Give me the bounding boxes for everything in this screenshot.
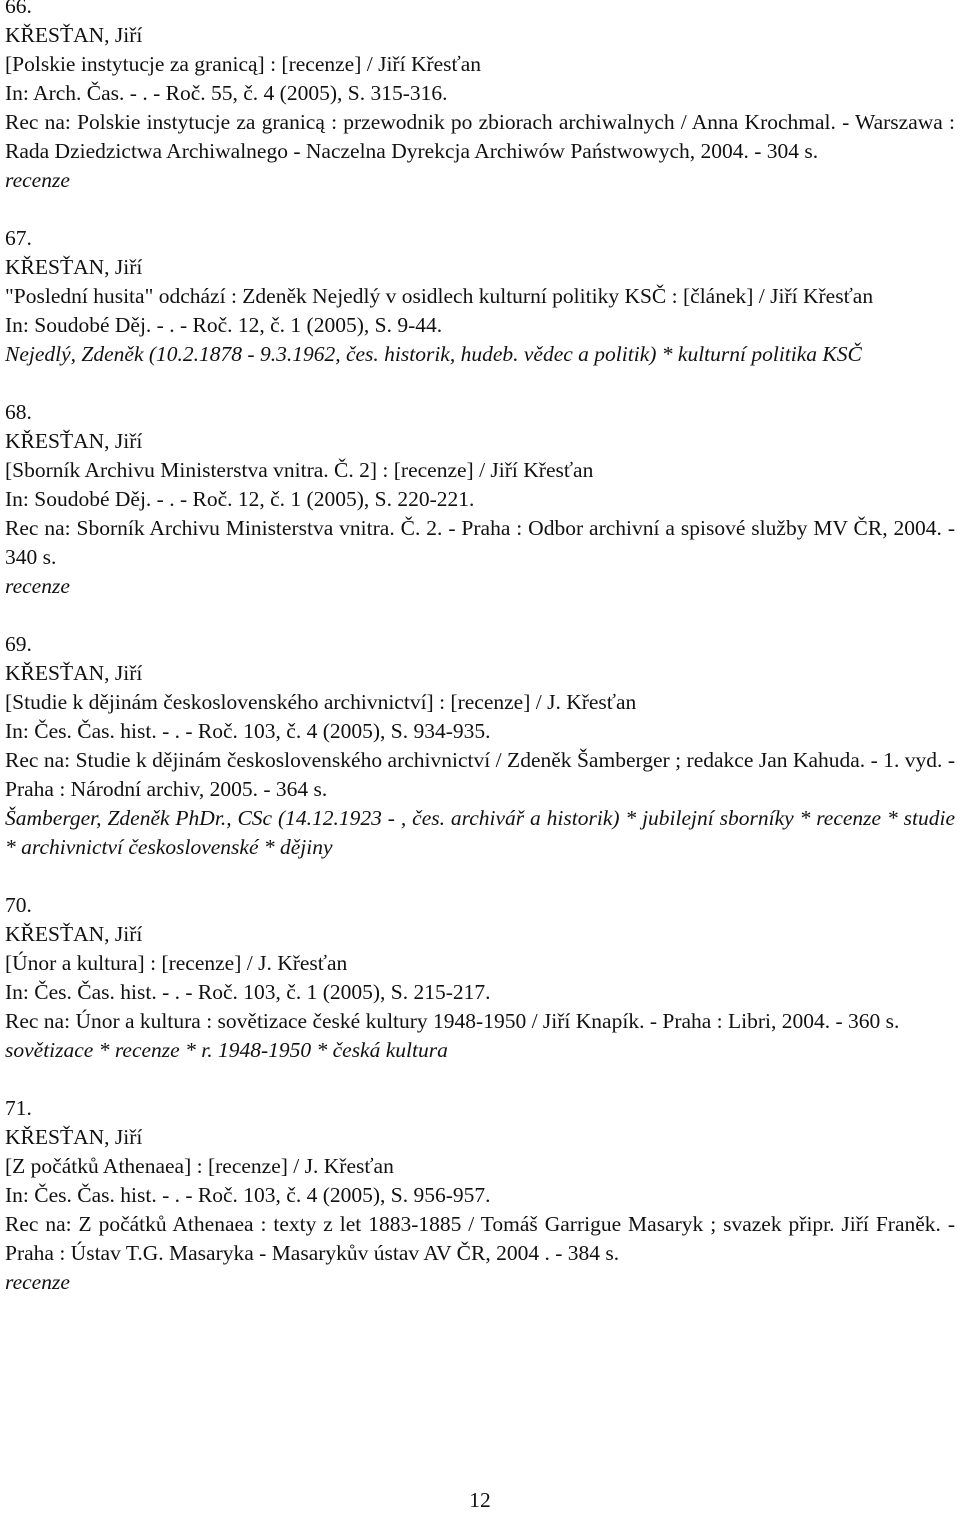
entry-author: KŘESŤAN, Jiří	[5, 23, 143, 47]
entry-title: [Polskie instytucje za granicą] : [recenze] / Jiří Křesťan	[5, 52, 482, 76]
bibliography-entry-66	[5, 0, 955, 195]
entry-author: KŘESŤAN, Jiří	[5, 255, 143, 279]
entry-title: "Poslední husita" odchází : Zdeněk Nejedlý v osidlech kulturní politiky KSČ : [článek] / Jiří Křesťan	[5, 284, 874, 308]
entry-title: [Únor a kultura] : [recenze] / J. Křesťan	[5, 951, 348, 975]
bibliography-page	[5, 0, 955, 1326]
entry-review: Rec na: Sborník Archivu Ministerstva vnitra. Č. 2. - Praha : Odbor archivní a spisové služby MV ČR, 2004. - 340 s.	[5, 516, 955, 569]
entry-author: KŘESŤAN, Jiří	[5, 1125, 143, 1149]
entry-review: Rec na: Studie k dějinám československého archivnictví / Zdeněk Šamberger ; redakce Jan Kahuda. - 1. vyd. - Praha : Národní archiv, 2005. - 364 s.	[5, 748, 955, 801]
entry-title: [Z počátků Athenaea] : [recenze] / J. Křesťan	[5, 1154, 394, 1178]
entry-review: Rec na: Únor a kultura : sovětizace české kultury 1948-1950 / Jiří Knapík. - Praha : Libri, 2004. - 360 s.	[5, 1009, 900, 1033]
entry-source: In: Soudobé Děj. - . - Roč. 12, č. 1 (2005), S. 220-221.	[5, 487, 475, 511]
bibliography-entry-70	[5, 891, 955, 1065]
entry-number: 71.	[5, 1096, 32, 1120]
entry-author: KŘESŤAN, Jiří	[5, 922, 143, 946]
entry-source: In: Čes. Čas. hist. - . - Roč. 103, č. 4 (2005), S. 934-935.	[5, 719, 491, 743]
bibliography-entry-71	[5, 1094, 955, 1297]
entry-number: 69.	[5, 632, 32, 656]
bibliography-entry-68	[5, 398, 955, 601]
bibliography-entry-69	[5, 630, 955, 862]
entry-keywords: Šamberger, Zdeněk PhDr., CSc (14.12.1923 - , čes. archivář a historik) * jubilejní sborníky * recenze * studie * archivnictví československé * dějiny	[5, 806, 955, 859]
entry-keywords: sovětizace * recenze * r. 1948-1950 * česká kultura	[5, 1038, 448, 1062]
entry-source: In: Arch. Čas. - . - Roč. 55, č. 4 (2005), S. 315-316.	[5, 81, 448, 105]
entry-author: KŘESŤAN, Jiří	[5, 429, 143, 453]
entry-title: [Sborník Archivu Ministerstva vnitra. Č. 2] : [recenze] / Jiří Křesťan	[5, 458, 594, 482]
entry-keywords: recenze	[5, 168, 70, 192]
entry-source: In: Soudobé Děj. - . - Roč. 12, č. 1 (2005), S. 9-44.	[5, 313, 443, 337]
bibliography-entry-67	[5, 224, 955, 369]
entry-number: 67.	[5, 226, 32, 250]
entry-title: [Studie k dějinám československého archivnictví] : [recenze] / J. Křesťan	[5, 690, 637, 714]
entry-review: Rec na: Z počátků Athenaea : texty z let 1883-1885 / Tomáš Garrigue Masaryk ; svazek připr. Jiří Franěk. - Praha : Ústav T.G. Masaryka - Masarykův ústav AV ČR, 2004 . - 384 s.	[5, 1212, 955, 1265]
entry-source: In: Čes. Čas. hist. - . - Roč. 103, č. 1 (2005), S. 215-217.	[5, 980, 491, 1004]
entry-review: Rec na: Polskie instytucje za granicą : przewodnik po zbiorach archiwalnych / Anna Krochmal. - Warszawa : Rada Dziedzictwa Archiwalnego - Naczelna Dyrekcja Archiwów Państwowych, 2004. - 304 s.	[5, 110, 955, 163]
entry-number: 68.	[5, 400, 32, 424]
entry-keywords: recenze	[5, 1270, 70, 1294]
entry-number: 66.	[5, 0, 32, 18]
entry-number: 70.	[5, 893, 32, 917]
entry-author: KŘESŤAN, Jiří	[5, 661, 143, 685]
entry-keywords: recenze	[5, 574, 70, 598]
entry-source: In: Čes. Čas. hist. - . - Roč. 103, č. 4 (2005), S. 956-957.	[5, 1183, 491, 1207]
entry-keywords: Nejedlý, Zdeněk (10.2.1878 - 9.3.1962, čes. historik, hudeb. vědec a politik) * kulturní politika KSČ	[5, 342, 862, 366]
page-number: 12	[469, 1488, 491, 1512]
